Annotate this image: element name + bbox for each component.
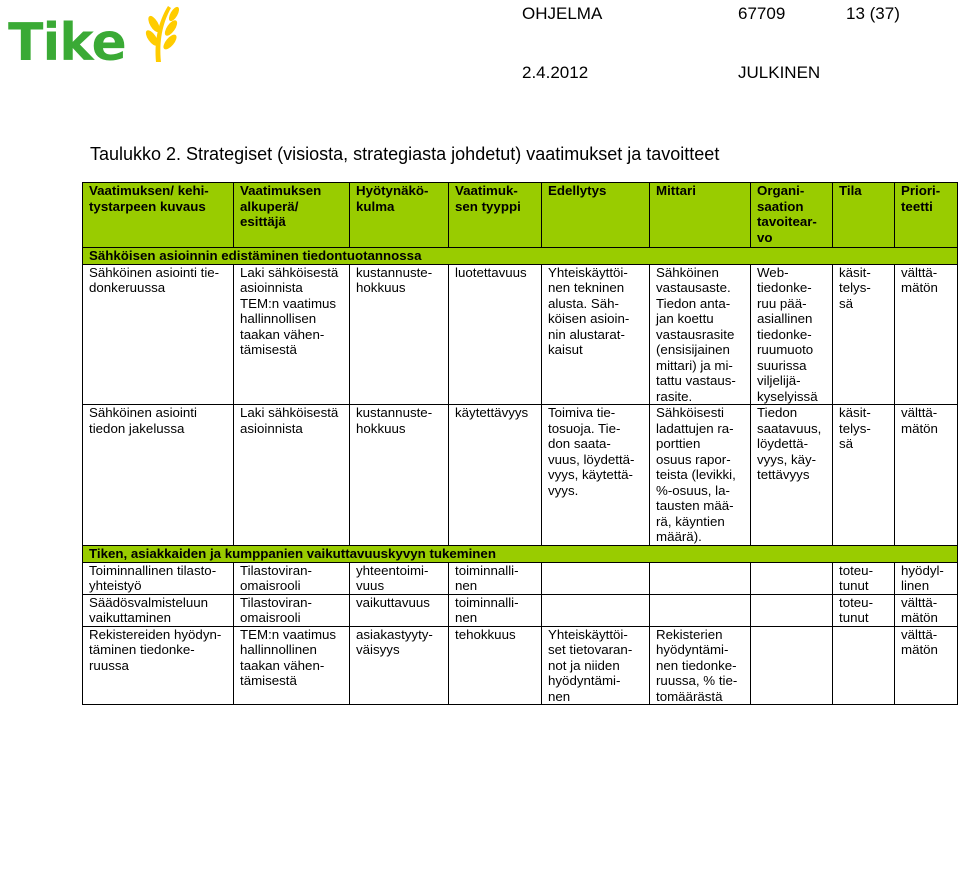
cell-status: toteu- tunut — [833, 594, 895, 626]
cell-description: Sähköinen asiointi tie- donkeruussa — [83, 264, 234, 405]
cell-benefit: yhteentoimi- vuus — [350, 562, 449, 594]
cell-priority: hyödyl- linen — [895, 562, 958, 594]
wheat-icon — [144, 5, 181, 62]
cell-type: tehokkuus — [449, 626, 542, 705]
cell-priority: välttä- mätön — [895, 264, 958, 405]
col-header-prerequisite: Edellytys — [542, 183, 650, 248]
cell-origin: Tilastoviran- omaisrooli — [234, 594, 350, 626]
col-header-origin: Vaatimuksen alkuperä/ esittäjä — [234, 183, 350, 248]
table-row — [83, 405, 958, 546]
cell-status: käsit- telys- sä — [833, 405, 895, 546]
requirements-table — [82, 182, 958, 705]
cell-origin: TEM:n vaatimus hallinnollinen taakan vähen- tämisestä — [234, 626, 350, 705]
cell-prerequisite: Yhteiskäyttöi- nen tekninen alusta. Säh- köisen asioin- nin alustarat- kaisut — [542, 264, 650, 405]
cell-status — [833, 626, 895, 705]
tike-logo — [8, 2, 183, 68]
cell-origin: Tilastoviran- omaisrooli — [234, 562, 350, 594]
table-row — [83, 562, 958, 594]
doc-classification: JULKINEN — [738, 63, 821, 82]
cell-target — [751, 626, 833, 705]
cell-metric — [650, 594, 751, 626]
cell-prerequisite — [542, 594, 650, 626]
cell-description: Rekistereiden hyödyn- täminen tiedonke- ruussa — [83, 626, 234, 705]
cell-target: Web- tiedonke- ruu pää- asiallinen tiedonke- ruumuoto suurissa viljelijä- kyselyissä — [751, 264, 833, 405]
cell-status: käsit- telys- sä — [833, 264, 895, 405]
cell-origin: Laki sähköisestä asioinnista TEM:n vaatimus hallinnollisen taakan vähen- tämisestä — [234, 264, 350, 405]
cell-origin: Laki sähköisestä asioinnista — [234, 405, 350, 546]
col-header-metric: Mittari — [650, 183, 751, 248]
table-caption: Taulukko 2. Strategiset (visiosta, strategiasta johdetut) vaatimukset ja tavoitteet — [90, 144, 720, 164]
cell-benefit: vaikuttavuus — [350, 594, 449, 626]
cell-priority: välttä- mätön — [895, 405, 958, 546]
doc-number: 67709 — [738, 4, 786, 23]
cell-target — [751, 562, 833, 594]
section-title: Sähköisen asioinnin edistäminen tiedontuotannossa — [83, 248, 958, 265]
cell-benefit: kustannuste- hokkuus — [350, 405, 449, 546]
col-header-status: Tila — [833, 183, 895, 248]
doc-type: OHJELMA — [522, 4, 603, 23]
doc-date: 2.4.2012 — [522, 63, 589, 82]
cell-description: Säädösvalmisteluun vaikuttaminen — [83, 594, 234, 626]
cell-type: käytettävyys — [449, 405, 542, 546]
cell-target: Tiedon saatavuus, löydettä- vyys, käy- tettävyys — [751, 405, 833, 546]
cell-type: luotettavuus — [449, 264, 542, 405]
table-header-row — [83, 183, 958, 248]
table-row — [83, 626, 958, 705]
col-header-type: Vaatimuk- sen tyyppi — [449, 183, 542, 248]
cell-priority: välttä- mätön — [895, 594, 958, 626]
section-row — [83, 248, 958, 265]
cell-benefit: asiakastyyty- väisyys — [350, 626, 449, 705]
cell-metric: Sähköinen vastausaste. Tiedon anta- jan koettu vastausrasite (ensisijainen mittari) ja mi- tattu vastaus- rasite. — [650, 264, 751, 405]
cell-metric: Sähköisesti ladattujen ra- porttien osuus rapor- teista (levikki, %-osuus, la- tausten mää- rä, käyntien määrä). — [650, 405, 751, 546]
cell-benefit: kustannuste- hokkuus — [350, 264, 449, 405]
cell-type: toiminnalli- nen — [449, 594, 542, 626]
cell-description: Sähköinen asiointi tiedon jakelussa — [83, 405, 234, 546]
col-header-benefit: Hyötynäkö- kulma — [350, 183, 449, 248]
col-header-priority: Priori- teetti — [895, 183, 958, 248]
cell-target — [751, 594, 833, 626]
col-header-description: Vaatimuksen/ kehi- tystarpeen kuvaus — [83, 183, 234, 248]
table-row — [83, 264, 958, 405]
cell-type: toiminnalli- nen — [449, 562, 542, 594]
cell-prerequisite — [542, 562, 650, 594]
cell-metric: Rekisterien hyödyntämi- nen tiedonke- ruussa, % tie- tomäärästä — [650, 626, 751, 705]
logo-wordmark: Tike — [8, 13, 126, 68]
cell-status: toteu- tunut — [833, 562, 895, 594]
cell-prerequisite: Toimiva tie- tosuoja. Tie- don saata- vuus, löydettä- vyys, käytettä- vyys. — [542, 405, 650, 546]
cell-prerequisite: Yhteiskäyttöi- set tietovaran- not ja niiden hyödyntämi- nen — [542, 626, 650, 705]
section-row — [83, 546, 958, 563]
cell-priority: välttä- mätön — [895, 626, 958, 705]
cell-metric — [650, 562, 751, 594]
page-number: 13 (37) — [846, 4, 900, 23]
cell-description: Toiminnallinen tilasto- yhteistyö — [83, 562, 234, 594]
section-title: Tiken, asiakkaiden ja kumppanien vaikuttavuuskyvyn tukeminen — [83, 546, 958, 563]
table-row — [83, 594, 958, 626]
col-header-target: Organi- saation tavoitear- vo — [751, 183, 833, 248]
